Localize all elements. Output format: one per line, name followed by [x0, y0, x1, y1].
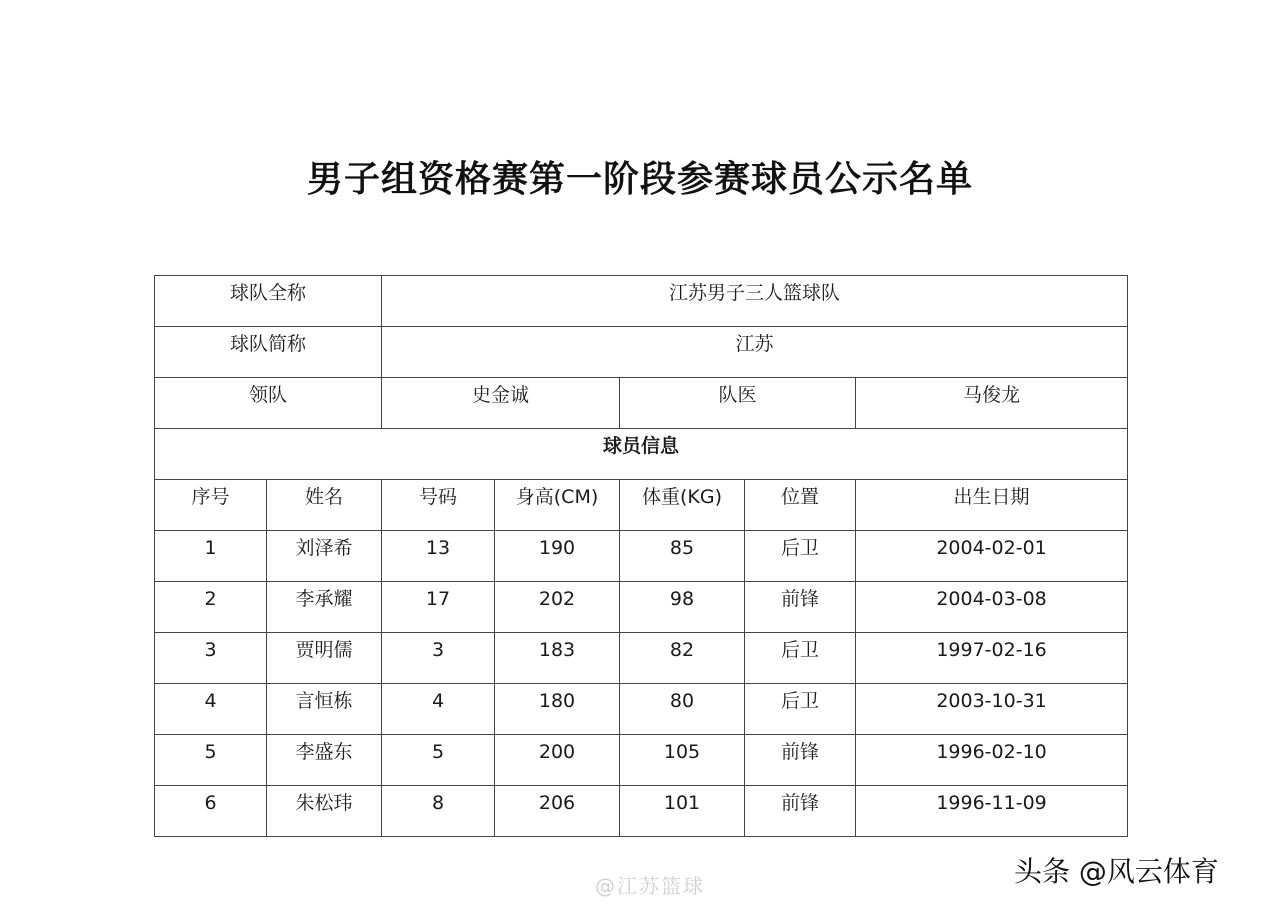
document-title: 男子组资格赛第一阶段参赛球员公示名单	[306, 159, 973, 200]
player-row	[155, 735, 1128, 786]
player-number: 3	[382, 633, 495, 684]
player-birthdate: 2004-02-01	[856, 531, 1128, 582]
player-position: 后卫	[745, 531, 856, 582]
player-weight: 85	[620, 531, 745, 582]
player-index: 5	[155, 735, 267, 786]
player-number: 5	[382, 735, 495, 786]
player-position: 后卫	[745, 633, 856, 684]
player-height: 190	[495, 531, 620, 582]
player-name: 李盛东	[267, 735, 382, 786]
player-birthdate: 1996-11-09	[856, 786, 1128, 837]
player-birthdate: 1996-02-10	[856, 735, 1128, 786]
player-name: 刘泽希	[267, 531, 382, 582]
player-row	[155, 684, 1128, 735]
player-position: 前锋	[745, 786, 856, 837]
player-position: 前锋	[745, 582, 856, 633]
player-weight: 98	[620, 582, 745, 633]
column-header: 位置	[745, 480, 856, 531]
player-name: 李承耀	[267, 582, 382, 633]
doctor-label: 队医	[620, 378, 856, 429]
players-section-row	[155, 429, 1128, 480]
player-height: 180	[495, 684, 620, 735]
player-weight: 80	[620, 684, 745, 735]
player-position: 后卫	[745, 684, 856, 735]
player-name: 朱松玮	[267, 786, 382, 837]
column-header: 体重(KG)	[620, 480, 745, 531]
player-row	[155, 531, 1128, 582]
team-short-name-value: 江苏	[382, 327, 1128, 378]
player-weight: 105	[620, 735, 745, 786]
player-weight: 101	[620, 786, 745, 837]
player-number: 13	[382, 531, 495, 582]
player-index: 2	[155, 582, 267, 633]
leader-value: 史金诚	[382, 378, 620, 429]
player-number: 17	[382, 582, 495, 633]
player-name: 言恒栋	[267, 684, 382, 735]
player-number: 8	[382, 786, 495, 837]
team-full-name-row	[155, 276, 1128, 327]
roster-table	[154, 275, 1128, 837]
player-height: 183	[495, 633, 620, 684]
team-short-name-row	[155, 327, 1128, 378]
staff-row	[155, 378, 1128, 429]
player-birthdate: 2004-03-08	[856, 582, 1128, 633]
column-header: 出生日期	[856, 480, 1128, 531]
brand-watermark: 头条 @风云体育	[1014, 855, 1219, 888]
player-weight: 82	[620, 633, 745, 684]
column-header: 号码	[382, 480, 495, 531]
leader-label: 领队	[155, 378, 382, 429]
faded-watermark: @江苏篮球	[595, 874, 705, 898]
player-index: 6	[155, 786, 267, 837]
player-index: 4	[155, 684, 267, 735]
player-height: 206	[495, 786, 620, 837]
player-name: 贾明儒	[267, 633, 382, 684]
player-height: 202	[495, 582, 620, 633]
team-short-name-label: 球队简称	[155, 327, 382, 378]
players-section-title: 球员信息	[155, 429, 1128, 480]
player-index: 3	[155, 633, 267, 684]
column-header: 序号	[155, 480, 267, 531]
players-header-row	[155, 480, 1128, 531]
player-number: 4	[382, 684, 495, 735]
player-row	[155, 633, 1128, 684]
player-birthdate: 2003-10-31	[856, 684, 1128, 735]
player-birthdate: 1997-02-16	[856, 633, 1128, 684]
player-row	[155, 582, 1128, 633]
player-row	[155, 786, 1128, 837]
team-full-name-label: 球队全称	[155, 276, 382, 327]
player-index: 1	[155, 531, 267, 582]
team-full-name-value: 江苏男子三人篮球队	[382, 276, 1128, 327]
column-header: 身高(CM)	[495, 480, 620, 531]
player-height: 200	[495, 735, 620, 786]
doctor-value: 马俊龙	[856, 378, 1128, 429]
player-position: 前锋	[745, 735, 856, 786]
column-header: 姓名	[267, 480, 382, 531]
